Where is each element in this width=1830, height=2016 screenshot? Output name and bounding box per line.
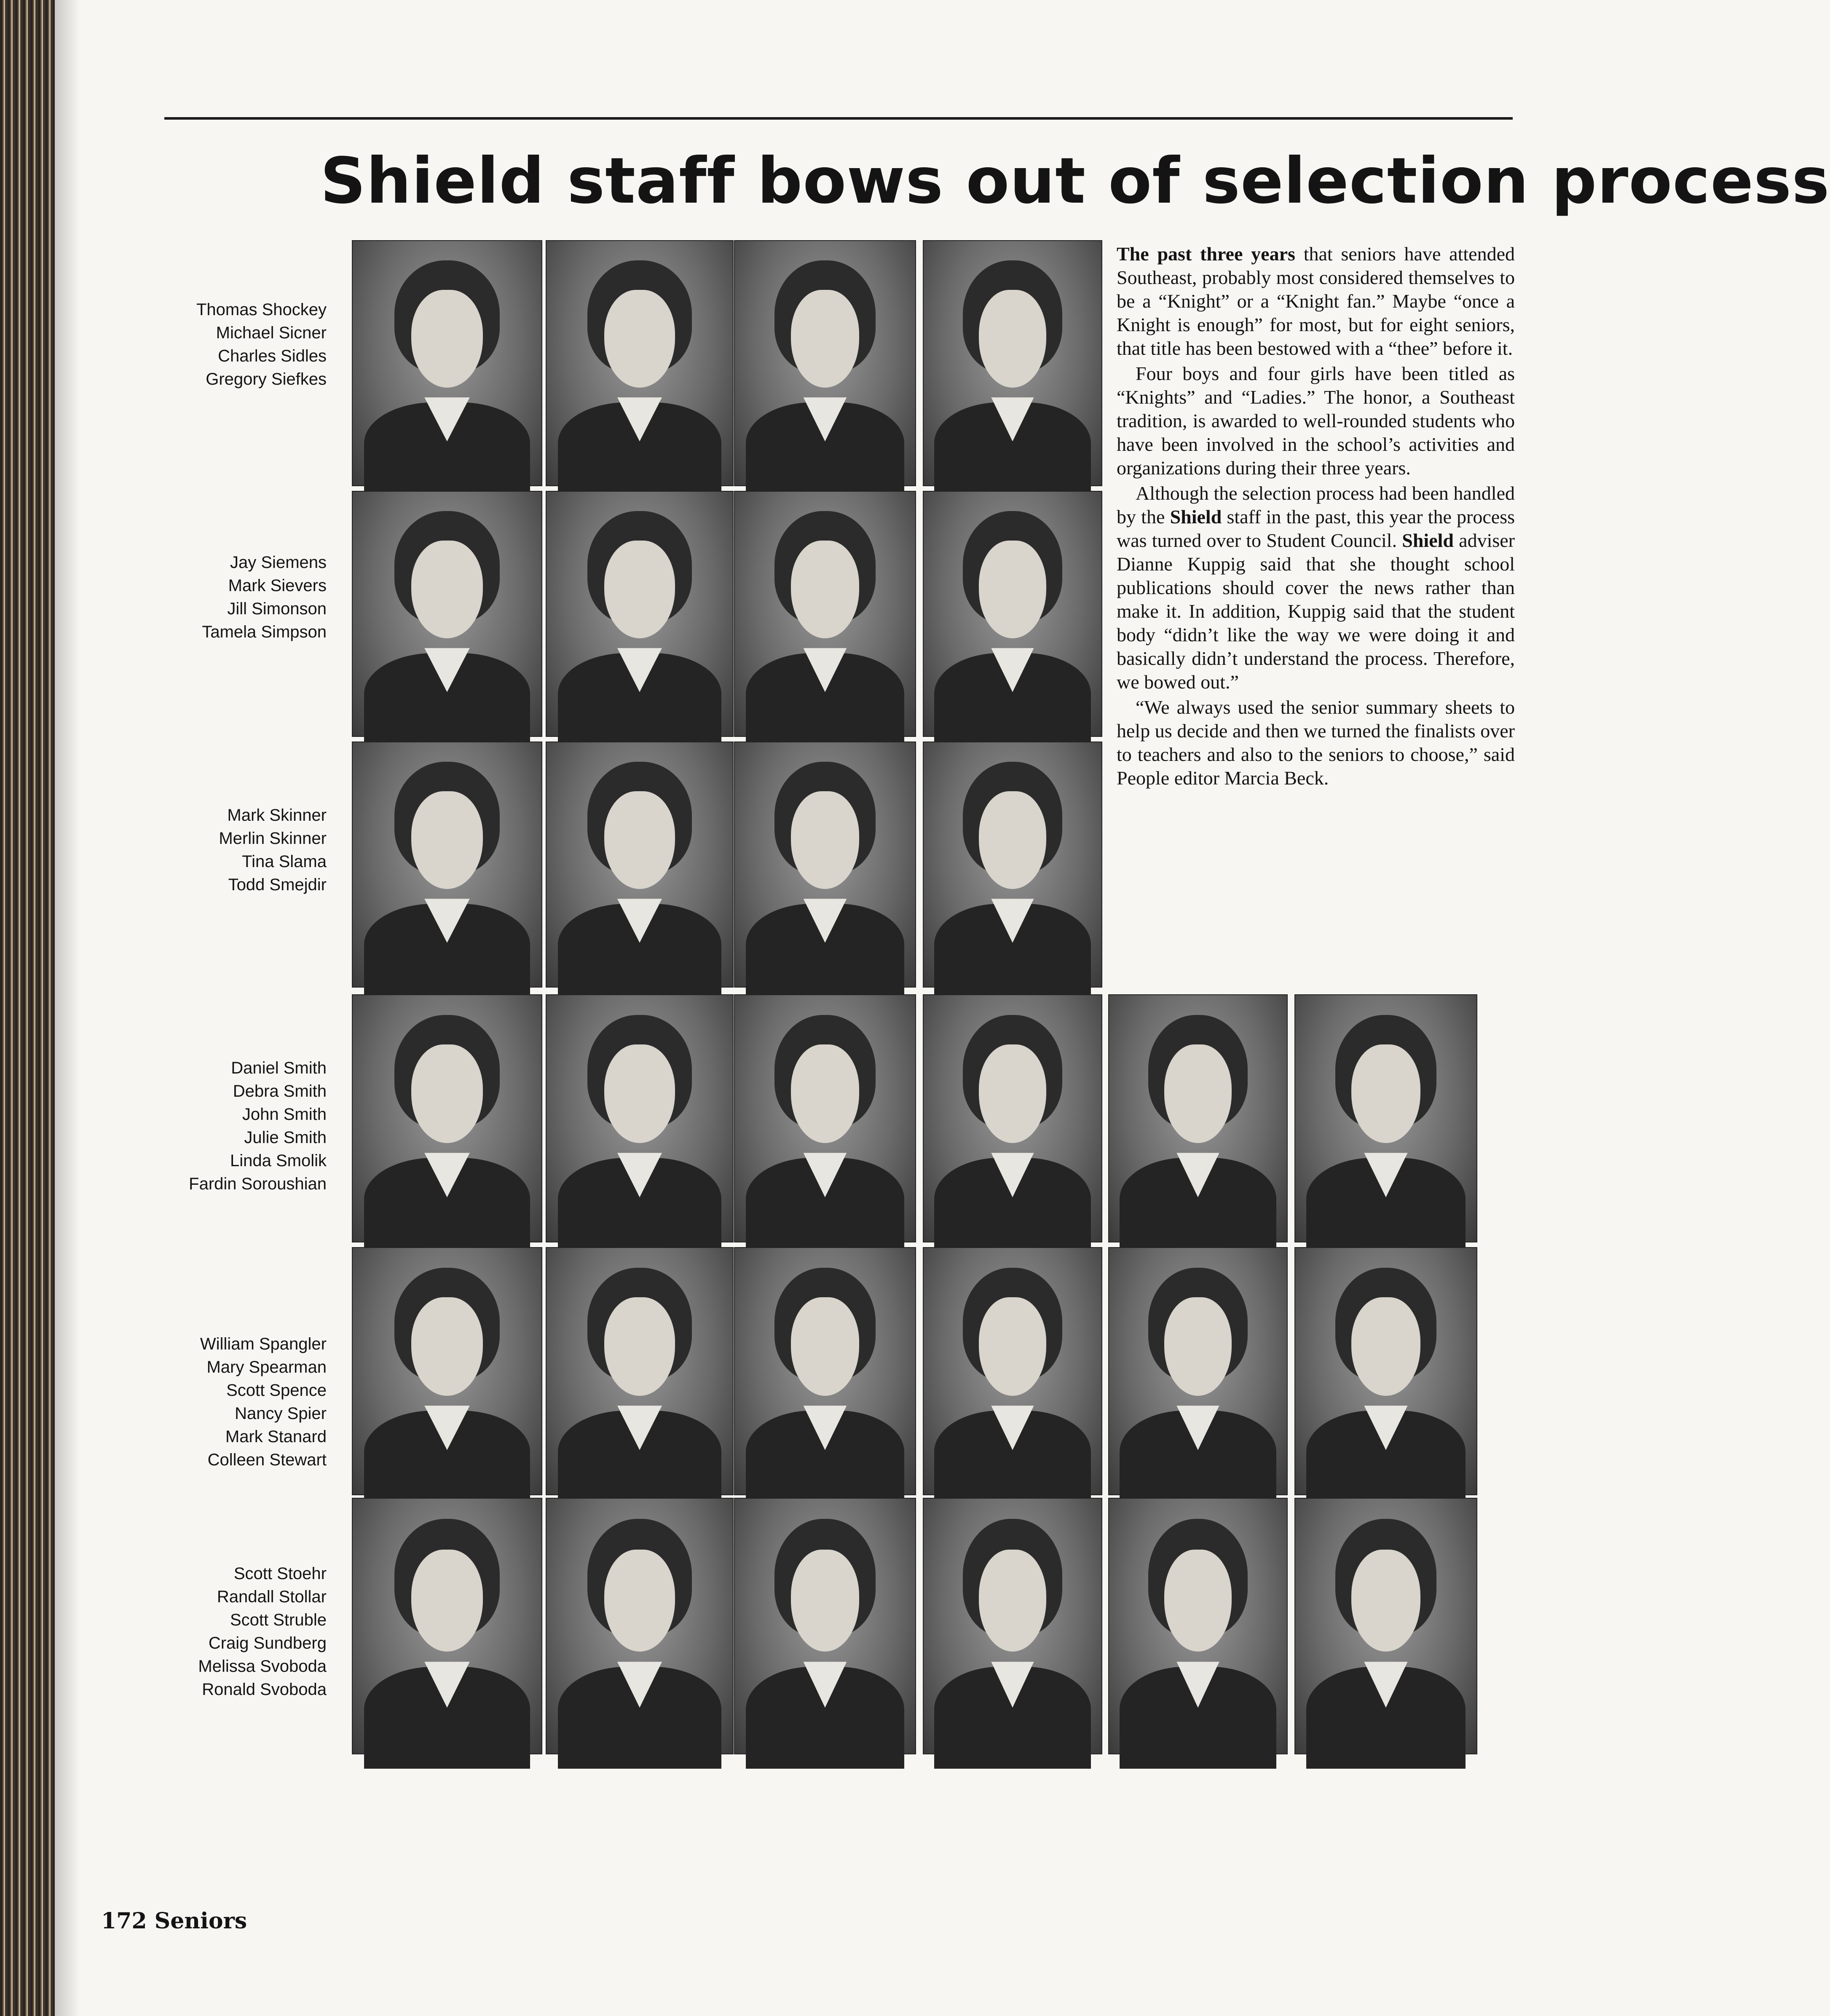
portrait-photo [923,994,1102,1242]
article-body [1117,242,1515,792]
page-folio: 172 Seniors [101,1908,247,1934]
article-paragraph-3: Although the selection process had been handled by the Shield staff in the past, this year the process was turned over to Student Council. Shield adviser Dianne Kuppig said that she thought school publications should cover the news rather than make it. In addition, Kuppig said that the student body “didn’t like the way we were doing it and basically didn’t understand the process. Therefore, we bowed out.” [1117,482,1515,693]
portrait-photo [923,742,1102,988]
portrait-photo [1108,994,1288,1242]
portrait-photo [923,240,1102,486]
article-paragraph-1: The past three years that seniors have attended Southeast, probably most considered themselves to be a “Knight” or a “Knight fan.” Maybe “once a Knight is enough” for most, but for eight seniors, that title has been bestowed with a “thee” before it. [1117,243,1515,359]
name: Tina Slama [242,852,327,871]
name: Gregory Siefkes [206,370,327,388]
portrait-photo [352,742,542,988]
name: Mary Spearman [206,1358,327,1376]
name: Michael Sicner [216,324,327,342]
name: Thomas Shockey [196,300,327,319]
name: Merlin Skinner [219,829,327,848]
portrait-photo [734,240,916,486]
names-row-5 [139,1333,327,1472]
portrait-photo [352,1498,542,1754]
portrait-photo [546,240,734,486]
name: Linda Smolik [230,1151,327,1170]
portrait-photo [352,1247,542,1495]
names-row-3 [139,804,327,897]
name: Debra Smith [233,1082,327,1100]
portrait-photo [546,1247,734,1495]
name: Charles Sidles [218,347,327,365]
name: Scott Spence [226,1381,327,1400]
names-row-2 [139,551,327,644]
portrait-photo [1294,1498,1477,1754]
names-row-1 [139,298,327,391]
portrait-photo [352,994,542,1242]
name: Craig Sundberg [208,1634,327,1652]
book-binding [0,0,55,2016]
article-paragraph-2: Four boys and four girls have been titled as “Knights” and “Ladies.” The honor, a Southeast tradition, is awarded to well-rounded students who have been involved in the school’s activities and organizations during their three years. [1117,363,1515,479]
name: Jay Siemens [230,553,327,572]
portrait-photo [1294,1247,1477,1495]
name: Mark Stanard [225,1427,327,1446]
names-row-6 [139,1562,327,1701]
name: Melissa Svoboda [198,1657,327,1676]
portrait-photo [1294,994,1477,1242]
name: Julie Smith [244,1128,327,1147]
portrait-photo [1108,1498,1288,1754]
article-paragraph-4: “We always used the senior summary sheets to help us decide and then we turned the finalists over to teachers and also to the seniors to choose,” said People editor Marcia Beck. [1117,696,1515,789]
portrait-photo [546,742,734,988]
portrait-photo [734,1247,916,1495]
name: Ronald Svoboda [202,1680,327,1699]
portrait-photo [352,491,542,737]
name: John Smith [242,1105,327,1124]
portrait-photo [923,491,1102,737]
lead-in: The past three years [1117,243,1295,265]
name: Colleen Stewart [207,1451,327,1469]
portrait-photo [546,994,734,1242]
headline: Shield staff bows out of selection process [320,145,1830,218]
name: Jill Simonson [227,600,327,618]
portrait-photo [923,1247,1102,1495]
portrait-photo [734,742,916,988]
name: William Spangler [200,1335,327,1353]
name: Mark Sievers [228,576,327,595]
names-row-4 [139,1057,327,1196]
name: Tamela Simpson [202,623,327,641]
portrait-photo [546,1498,734,1754]
name: Mark Skinner [227,806,327,825]
top-rule [164,117,1513,120]
name: Fardin Soroushian [189,1175,327,1193]
portrait-photo [734,994,916,1242]
portrait-photo [734,491,916,737]
portrait-photo [734,1498,916,1754]
portrait-photo [352,240,542,486]
name: Daniel Smith [231,1059,327,1077]
name: Nancy Spier [235,1404,327,1423]
name: Randall Stollar [217,1588,327,1606]
name: Scott Struble [230,1611,327,1629]
portrait-photo [923,1498,1102,1754]
name: Scott Stoehr [233,1564,327,1583]
portrait-photo [1108,1247,1288,1495]
portrait-photo [546,491,734,737]
binding-shadow [55,0,80,2016]
name: Todd Smejdir [228,875,327,894]
